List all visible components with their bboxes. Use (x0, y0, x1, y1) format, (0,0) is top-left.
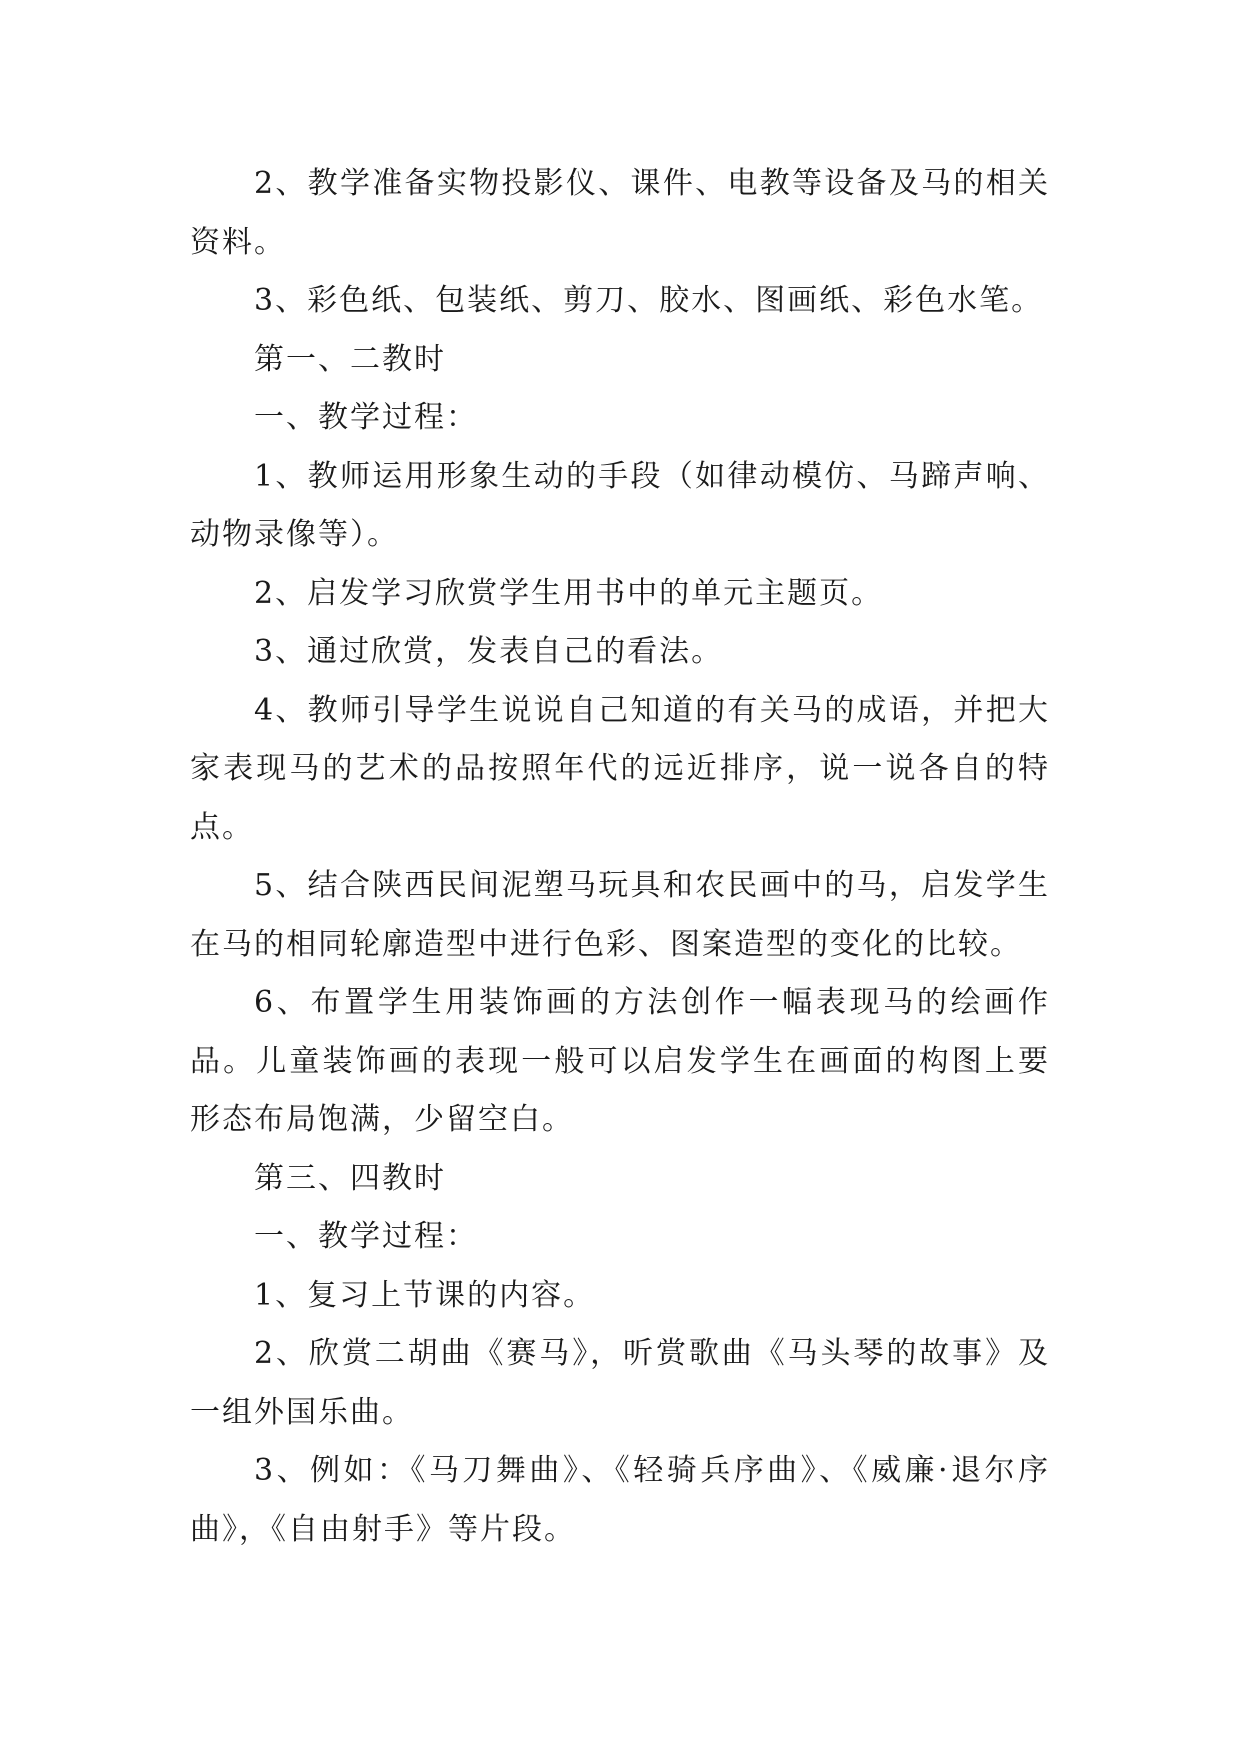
paragraph-step-2: 2、启发学习欣赏学生用书中的单元主题页。 (254, 575, 884, 611)
subheading-teaching-process: 一、教学过程： (254, 400, 478, 435)
paragraph-review: 1、复习上节课的内容。 (254, 1277, 596, 1313)
paragraph-materials: 3、彩色纸、包装纸、剪刀、胶水、图画纸、彩色水笔。 (254, 283, 1044, 318)
section-heading-lessons-1-2: 第一、二教时 (254, 341, 446, 377)
paragraph-step-1: 1、教师运用形象生动的手段（如律动模仿、马蹄声响、动物录像等）。 (190, 458, 1050, 552)
paragraph-step-3: 3、通过欣赏，发表自己的看法。 (254, 634, 724, 669)
paragraph-step-5: 5、结合陕西民间泥塑马玩具和农民画中的马，启发学生在马的相同轮廓造型中进行色彩、图案造型的变化的比较。 (190, 868, 1050, 962)
paragraph-step-6: 6、布置学生用装饰画的方法创作一幅表现马的绘画作品。儿童装饰画的表现一般可以启发学生在画面的构图上要形态布局饱满，少留空白。 (190, 985, 1050, 1137)
paragraph-step-4: 4、教师引导学生说说自己知道的有关马的成语，并把大家表现马的艺术的品按照年代的远近排序，说一说各自的特点。 (190, 692, 1050, 845)
document-body (190, 155, 1050, 1559)
paragraph-music-appreciation: 2、欣赏二胡曲《赛马》，听赏歌曲《马头琴的故事》及一组外国乐曲。 (190, 1336, 1050, 1430)
paragraph-preparation: 2、教学准备实物投影仪、课件、电教等设备及马的相关资料。 (190, 166, 1050, 260)
section-heading-lessons-3-4: 第三、四教时 (254, 1160, 446, 1196)
subheading-teaching-process: 一、教学过程： (254, 1219, 478, 1254)
paragraph-music-examples: 3、例如：《马刀舞曲》、《轻骑兵序曲》、《威廉·退尔序曲》，《自由射手》等片段。 (190, 1453, 1050, 1547)
